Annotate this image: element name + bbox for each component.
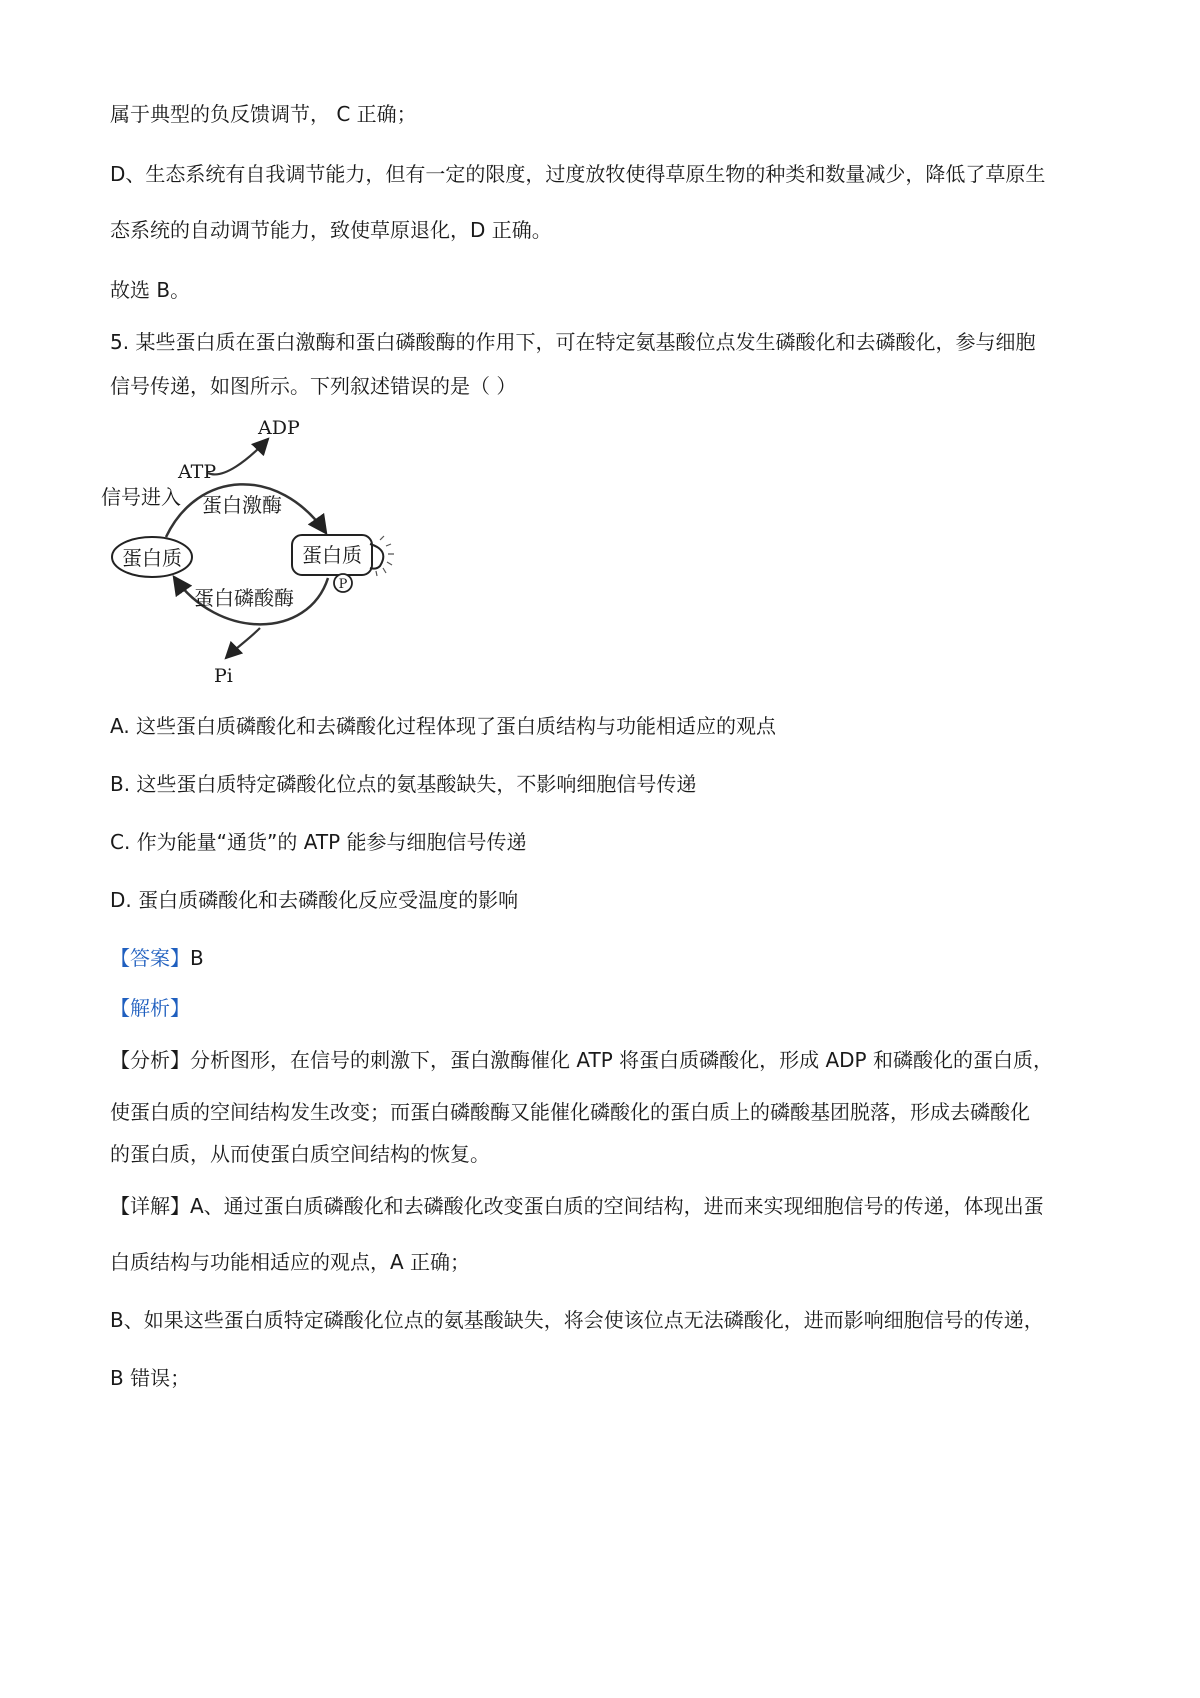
option-c: C. 作为能量“通货”的 ATP 能参与细胞信号传递 — [110, 830, 527, 854]
option-d: D. 蛋白质磷酸化和去磷酸化反应受温度的影响 — [110, 888, 519, 912]
phosphatase-label: 蛋白磷酸酶 — [194, 586, 294, 610]
answer-value: B — [190, 946, 204, 970]
protein-left-label: 蛋白质 — [122, 546, 182, 570]
answer-line — [110, 944, 204, 972]
text-line: D、生态系统有自我调节能力，但有一定的限度，过度放牧使得草原生物的种类和数量减少，降低了草原生 — [110, 162, 1046, 186]
option-a: A. 这些蛋白质磷酸化和去磷酸化过程体现了蛋白质结构与功能相适应的观点 — [110, 714, 777, 738]
question-stem: 信号传递，如图所示。下列叙述错误的是（ ） — [110, 374, 517, 398]
text-line: 态系统的自动调节能力，致使草原退化，D 正确。 — [110, 218, 552, 242]
atp-adp-arrow — [208, 439, 268, 474]
analysis-line: 【分析】分析图形，在信号的刺激下，蛋白激酶催化 ATP 将蛋白质磷酸化，形成 ADP 和磷酸化的蛋白质， — [110, 1048, 1053, 1072]
adp-label: ADP — [258, 417, 300, 439]
analysis-line: 【详解】A、通过蛋白质磷酸化和去磷酸化改变蛋白质的空间结构，进而来实现细胞信号的传递，体现出蛋 — [110, 1194, 1044, 1218]
phosphorylation-cycle-diagram — [101, 417, 438, 687]
analysis-line: 白质结构与功能相适应的观点，A 正确； — [110, 1250, 471, 1274]
text-line: 属于典型的负反馈调节， C 正确； — [110, 102, 417, 126]
text-line: 故选 B。 — [110, 278, 191, 302]
analysis-line: B、如果这些蛋白质特定磷酸化位点的氨基酸缺失，将会使该位点无法磷酸化，进而影响细胞信号的传递， — [110, 1308, 1044, 1332]
option-b: B. 这些蛋白质特定磷酸化位点的氨基酸缺失，不影响细胞信号传递 — [110, 772, 697, 796]
answer-tag: 【答案】 — [110, 946, 190, 970]
atp-label: ATP — [178, 461, 217, 483]
pi-label: Pi — [214, 665, 233, 687]
signal-label: 信号进入 — [101, 485, 181, 509]
analysis-line: 使蛋白质的空间结构发生改变；而蛋白磷酸酶又能催化磷酸化的蛋白质上的磷酸基团脱落，形成去磷酸化 — [110, 1100, 1030, 1124]
protein-right-label: 蛋白质 — [302, 543, 362, 567]
pi-arrow — [226, 628, 260, 658]
binding-site-shape — [376, 536, 394, 576]
phosphate-label: P — [338, 577, 348, 592]
question-stem: 5. 某些蛋白质在蛋白激酶和蛋白磷酸酶的作用下，可在特定氨基酸位点发生磷酸化和去磷酸化，参与细胞 — [110, 330, 1036, 354]
analysis-line: 的蛋白质，从而使蛋白质空间结构的恢复。 — [110, 1142, 490, 1166]
analysis-line: B 错误； — [110, 1366, 191, 1390]
analysis-tag: 【解析】 — [110, 996, 190, 1020]
kinase-label: 蛋白激酶 — [202, 493, 282, 517]
